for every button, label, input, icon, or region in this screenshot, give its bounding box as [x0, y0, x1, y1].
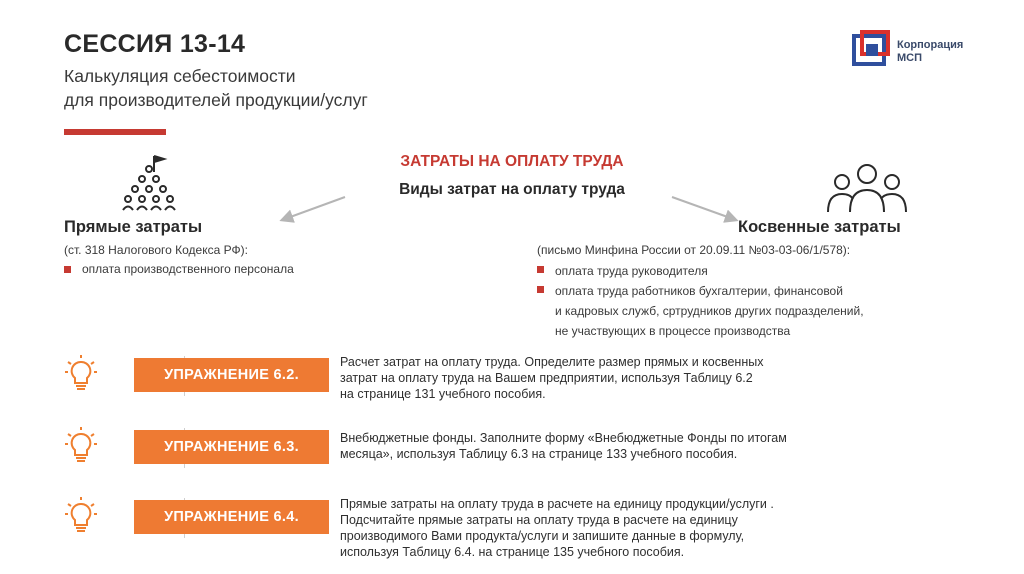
exercise-badge: УПРАЖНЕНИЕ 6.3.	[134, 430, 329, 464]
section-title: ЗАТРАТЫ НА ОПЛАТУ ТРУДА	[400, 153, 624, 170]
direct-costs-title: Прямые затраты	[64, 218, 203, 236]
lightbulb-icon	[64, 354, 98, 396]
title-underline-bar	[64, 129, 166, 135]
arrow-left-icon	[282, 197, 345, 220]
exercise-block	[64, 354, 984, 414]
section-subtitle: Виды затрат на оплату труда	[399, 181, 625, 198]
exercise-description	[340, 430, 960, 462]
indirect-bullet	[537, 262, 1007, 280]
indirect-bullet-text: и кадровых служб, сртрудников других подразделений,	[555, 304, 864, 318]
direct-bullet	[64, 262, 294, 276]
bullet-square-icon	[537, 266, 544, 273]
bullet-square-icon	[64, 266, 71, 273]
direct-bullet-text: оплата производственного персонала	[82, 262, 294, 276]
subtitle-line-2: для производителей продукции/услуг	[64, 90, 368, 110]
direct-costs-law: (ст. 318 Налогового Кодекса РФ):	[64, 243, 248, 257]
exercise-line: используя Таблицу 6.4. на странице 135 учебного пособия.	[340, 545, 685, 559]
exercise-description	[340, 354, 960, 402]
bullet-square-icon	[537, 286, 544, 293]
exercise-line: Прямые затраты на оплату труда в расчете на единицу продукции/услуги .	[340, 497, 774, 511]
people-group-icon	[826, 160, 908, 214]
lightbulb-icon	[64, 426, 98, 468]
logo-text	[897, 39, 963, 65]
exercise-line: производимого Вами продукта/услуги и запишите данные в формулу,	[340, 529, 745, 543]
exercise-line: Внебюджетные фонды. Заполните форму «Внебюджетные Фонды по итогам	[340, 431, 787, 445]
exercise-block	[64, 426, 984, 486]
exercise-line: месяца», используя Таблицу 6.3 на странице 133 учебного пособия.	[340, 447, 738, 461]
exercise-line: Расчет затрат на оплату труда. Определите размер прямых и косвенных	[340, 355, 764, 369]
exercise-line: на странице 131 учебного пособия.	[340, 387, 546, 401]
exercise-block	[64, 496, 984, 559]
subtitle-line-1: Калькуляция себестоимости	[64, 66, 296, 86]
indirect-bullet-text: оплата труда руководителя	[555, 264, 708, 278]
exercise-description	[340, 496, 960, 560]
indirect-bullet-text: не участвующих в процессе производства	[555, 324, 791, 338]
page-subtitle	[64, 64, 368, 112]
indirect-bullet-text: оплата труда работников бухгалтерии, финансовой	[555, 284, 843, 298]
exercise-line: Подсчитайте прямые затраты на оплату труда в расчете на единицу	[340, 513, 738, 527]
indirect-bullet-list	[537, 262, 1007, 342]
arrow-right-icon	[672, 197, 736, 220]
indirect-bullet	[537, 282, 1007, 300]
indirect-bullet-continuation	[537, 322, 1007, 340]
exercise-badge: УПРАЖНЕНИЕ 6.2.	[134, 358, 329, 392]
exercise-badge: УПРАЖНЕНИЕ 6.4.	[134, 500, 329, 534]
team-pyramid-flag-icon	[118, 152, 180, 214]
logo-line-2: МСП	[897, 52, 923, 64]
logo-line-1: Корпорация	[897, 39, 964, 51]
indirect-costs-law: (письмо Минфина России от 20.09.11 №03-03-06/1/578):	[537, 243, 851, 257]
exercise-line: затрат на оплату труда на Вашем предприятии, используя Таблицу 6.2	[340, 371, 753, 385]
lightbulb-icon	[64, 496, 98, 538]
indirect-costs-title: Косвенные затраты	[738, 218, 901, 236]
indirect-bullet-continuation	[537, 302, 1007, 320]
session-title: СЕССИЯ 13-14	[64, 30, 246, 58]
